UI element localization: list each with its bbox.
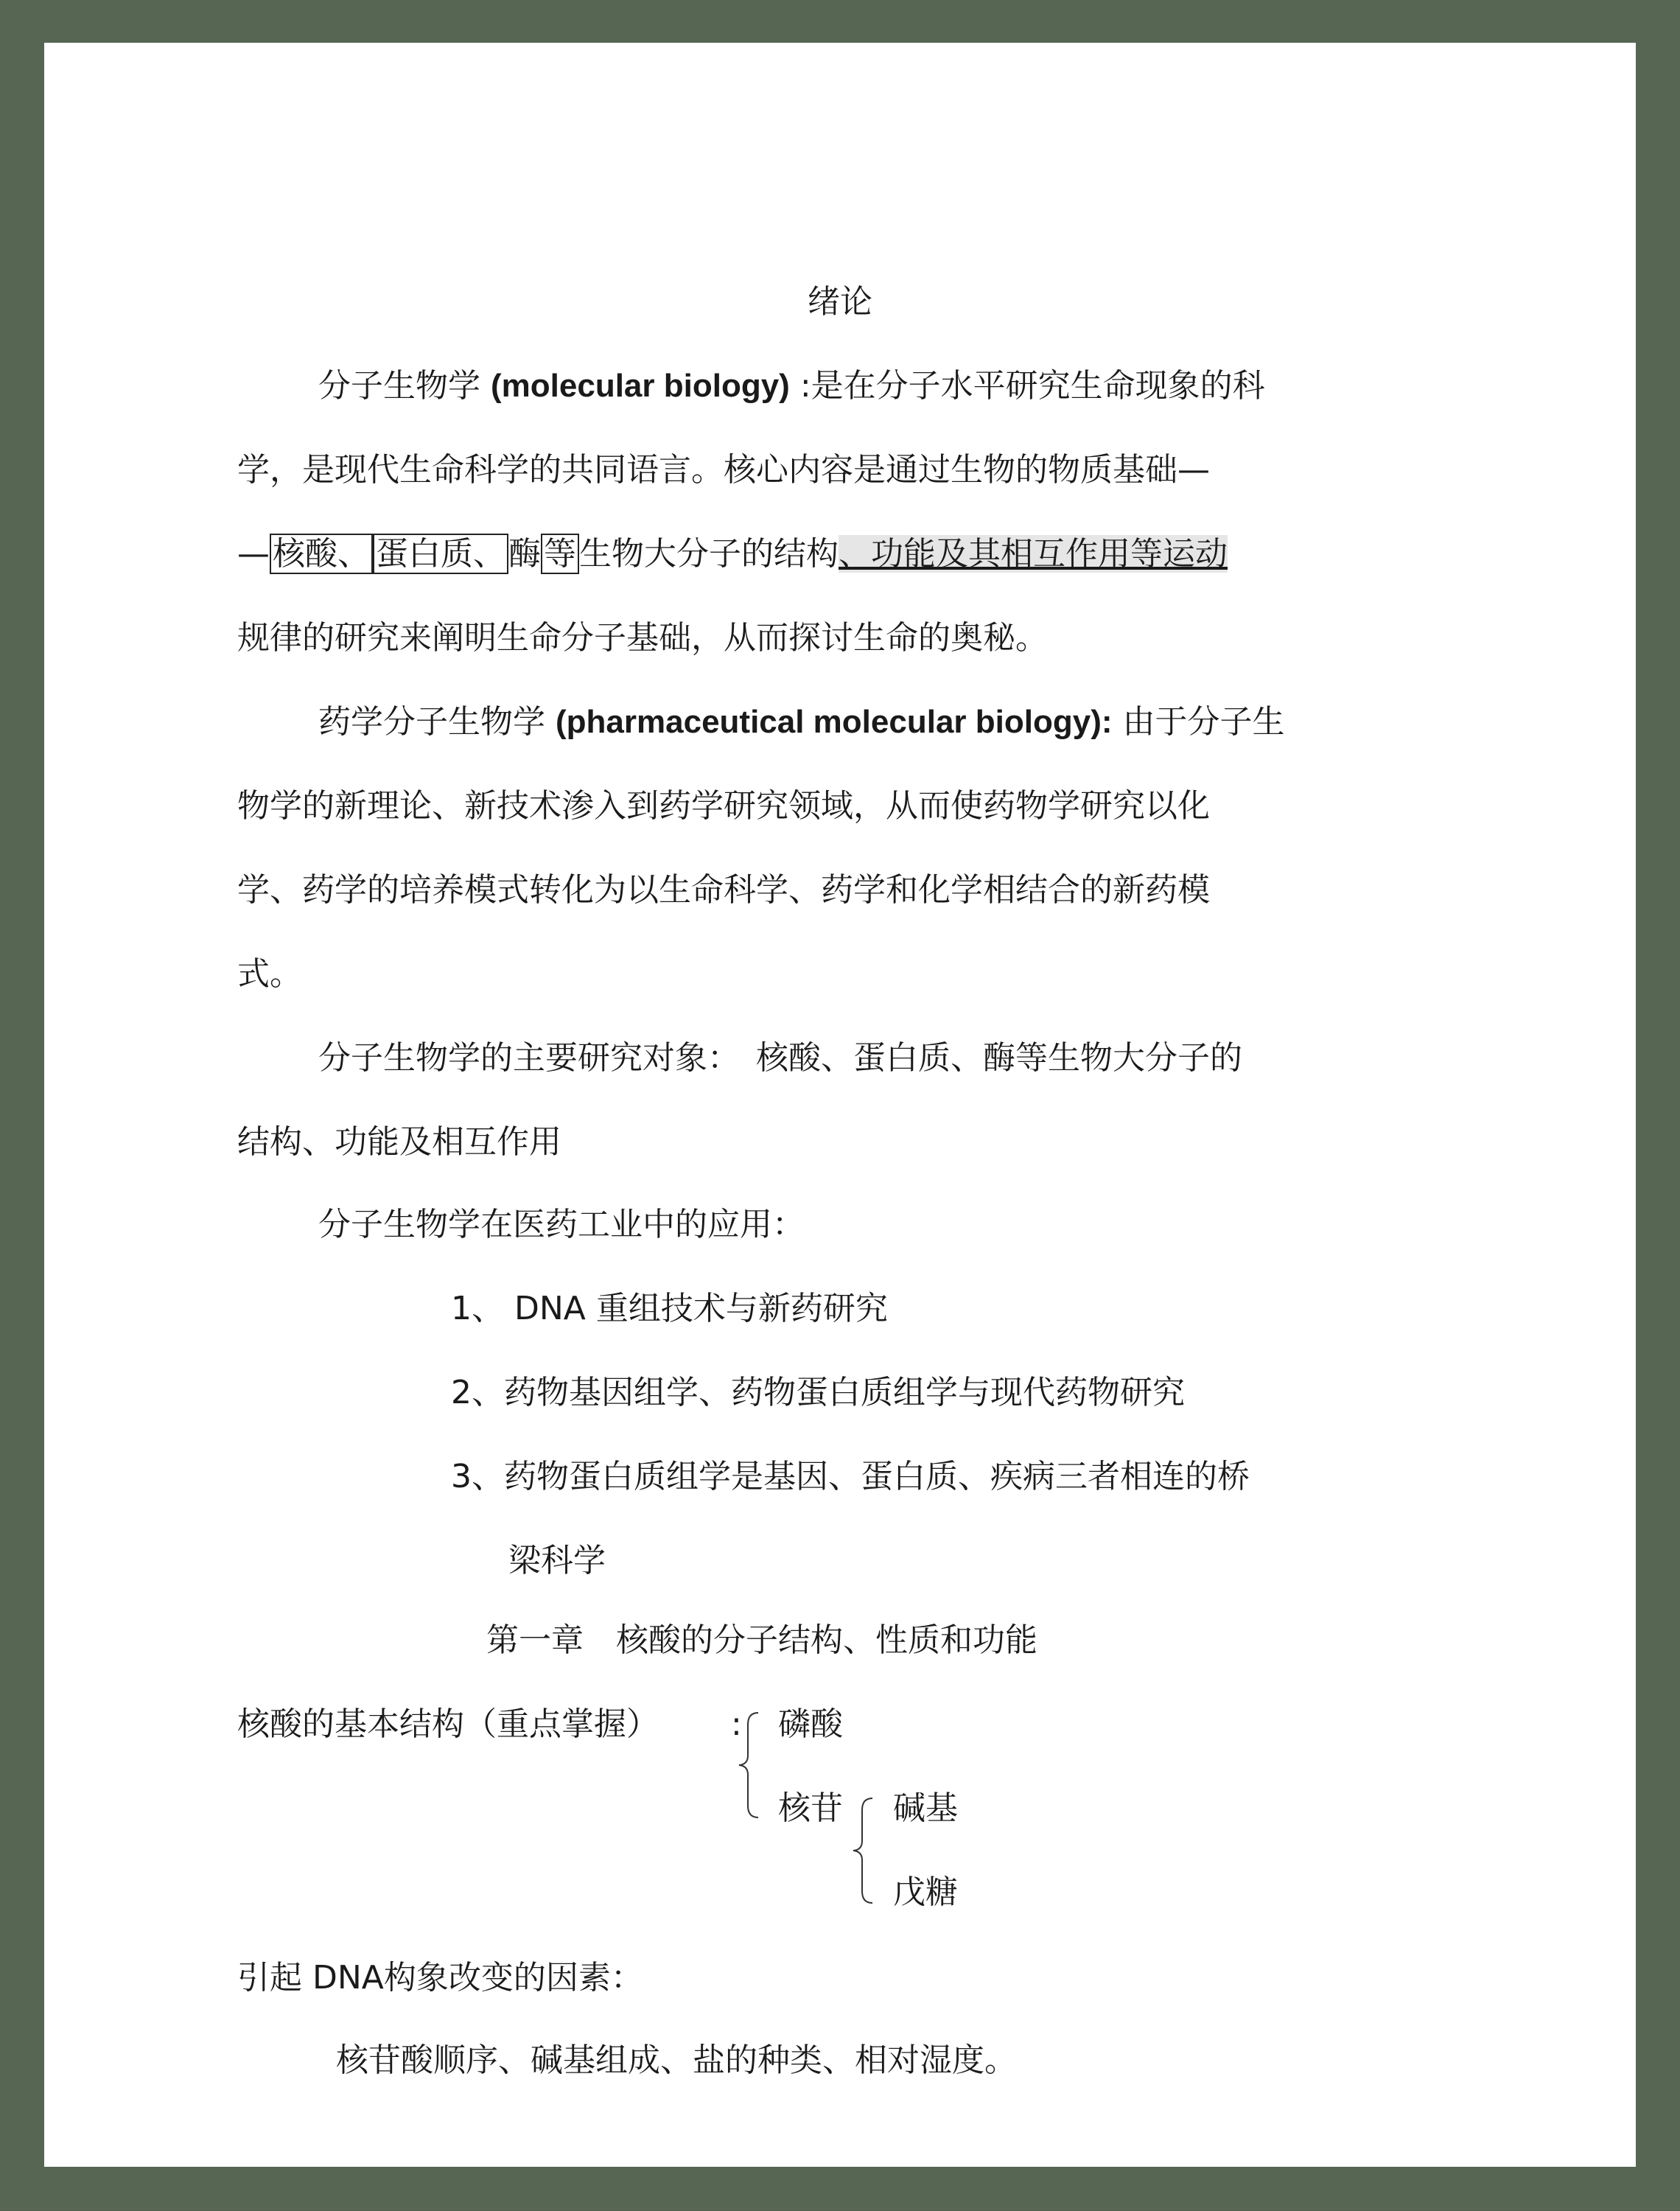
paragraph-1-line-1 [318, 364, 1265, 408]
brace-1-icon [733, 1710, 763, 1820]
watermark-text: 知乎 @大学资料库 [1231, 2103, 1636, 2159]
term-latin-pharm: (pharmaceutical molecular biology): [556, 704, 1113, 740]
paragraph-2-line-3: 学、药学的培养模式转化为以生命科学、药学和化学相结合的新药模 [237, 871, 1210, 909]
base-label: 碱基 [893, 1789, 958, 1827]
application-item-3: 3、药物蛋白质组学是基因、蛋白质、疾病三者相连的桥 [451, 1458, 1250, 1495]
boxed-nucleic-acid: 核酸、 [270, 534, 373, 574]
paragraph-1-line-4: 规律的研究来阐明生命分子基础，从而探讨生命的奥秘。 [237, 619, 1048, 657]
paragraph-3-line-2: 结构、功能及相互作用 [237, 1123, 561, 1161]
underlined-function-text: 、功能及其相互作用等运动 [839, 535, 1228, 573]
nucleoside-label: 核苷 [778, 1789, 843, 1827]
paragraph-3-line-1: 分子生物学的主要研究对象： 核酸、蛋白质、酶等生物大分子的 [318, 1039, 1242, 1077]
sugar-label: 戊糖 [893, 1873, 958, 1911]
phosphate-label: 磷酸 [778, 1705, 843, 1743]
boxed-etc: 等 [541, 534, 579, 574]
document-page [44, 43, 1636, 2167]
factors-list: 核苷酸顺序、碱基组成、盐的种类、相对湿度。 [336, 2041, 1017, 2079]
definition-text: :是在分子水平研究生命现象的科 [799, 367, 1265, 405]
structure-label: 核酸的基本结构（重点掌握） [237, 1705, 659, 1743]
application-item-1: 1、 DNA 重组技术与新药研究 [451, 1290, 888, 1327]
definition-text-2: 由于分子生 [1122, 703, 1285, 741]
enzyme-text: 酶 [508, 535, 541, 573]
paragraph-2-line-2: 物学的新理论、新技术渗入到药学研究领域，从而使药物学研究以化 [237, 787, 1210, 825]
term-latin: (molecular biology) [491, 368, 790, 404]
brace-2-icon [847, 1795, 877, 1906]
paragraph-1-line-3 [237, 532, 1228, 576]
boxed-protein: 蛋白质、 [373, 534, 508, 574]
application-item-2: 2、药物基因组学、药物蛋白质组学与现代药物研究 [451, 1374, 1185, 1411]
paragraph-2-line-4: 式。 [237, 955, 302, 993]
structure-text: 生物大分子的结构 [579, 535, 839, 573]
dash: — [237, 535, 270, 573]
page-title: 绪论 [808, 283, 872, 321]
chapter-heading: 第一章 核酸的分子结构、性质和功能 [486, 1621, 1037, 1659]
application-item-3-continued: 梁科学 [508, 1542, 606, 1579]
factors-heading: 引起 DNA构象改变的因素： [237, 1959, 643, 1997]
paragraph-1-line-2: 学，是现代生命科学的共同语言。核心内容是通过生物的物质基础— [237, 451, 1210, 489]
paragraph-2-line-1 [318, 700, 1285, 744]
structure-colon: : [731, 1705, 742, 1743]
applications-heading: 分子生物学在医药工业中的应用： [318, 1206, 805, 1243]
term-molecular-biology: 分子生物学 [318, 367, 480, 405]
term-pharm-molecular-biology: 药学分子生物学 [318, 703, 545, 741]
